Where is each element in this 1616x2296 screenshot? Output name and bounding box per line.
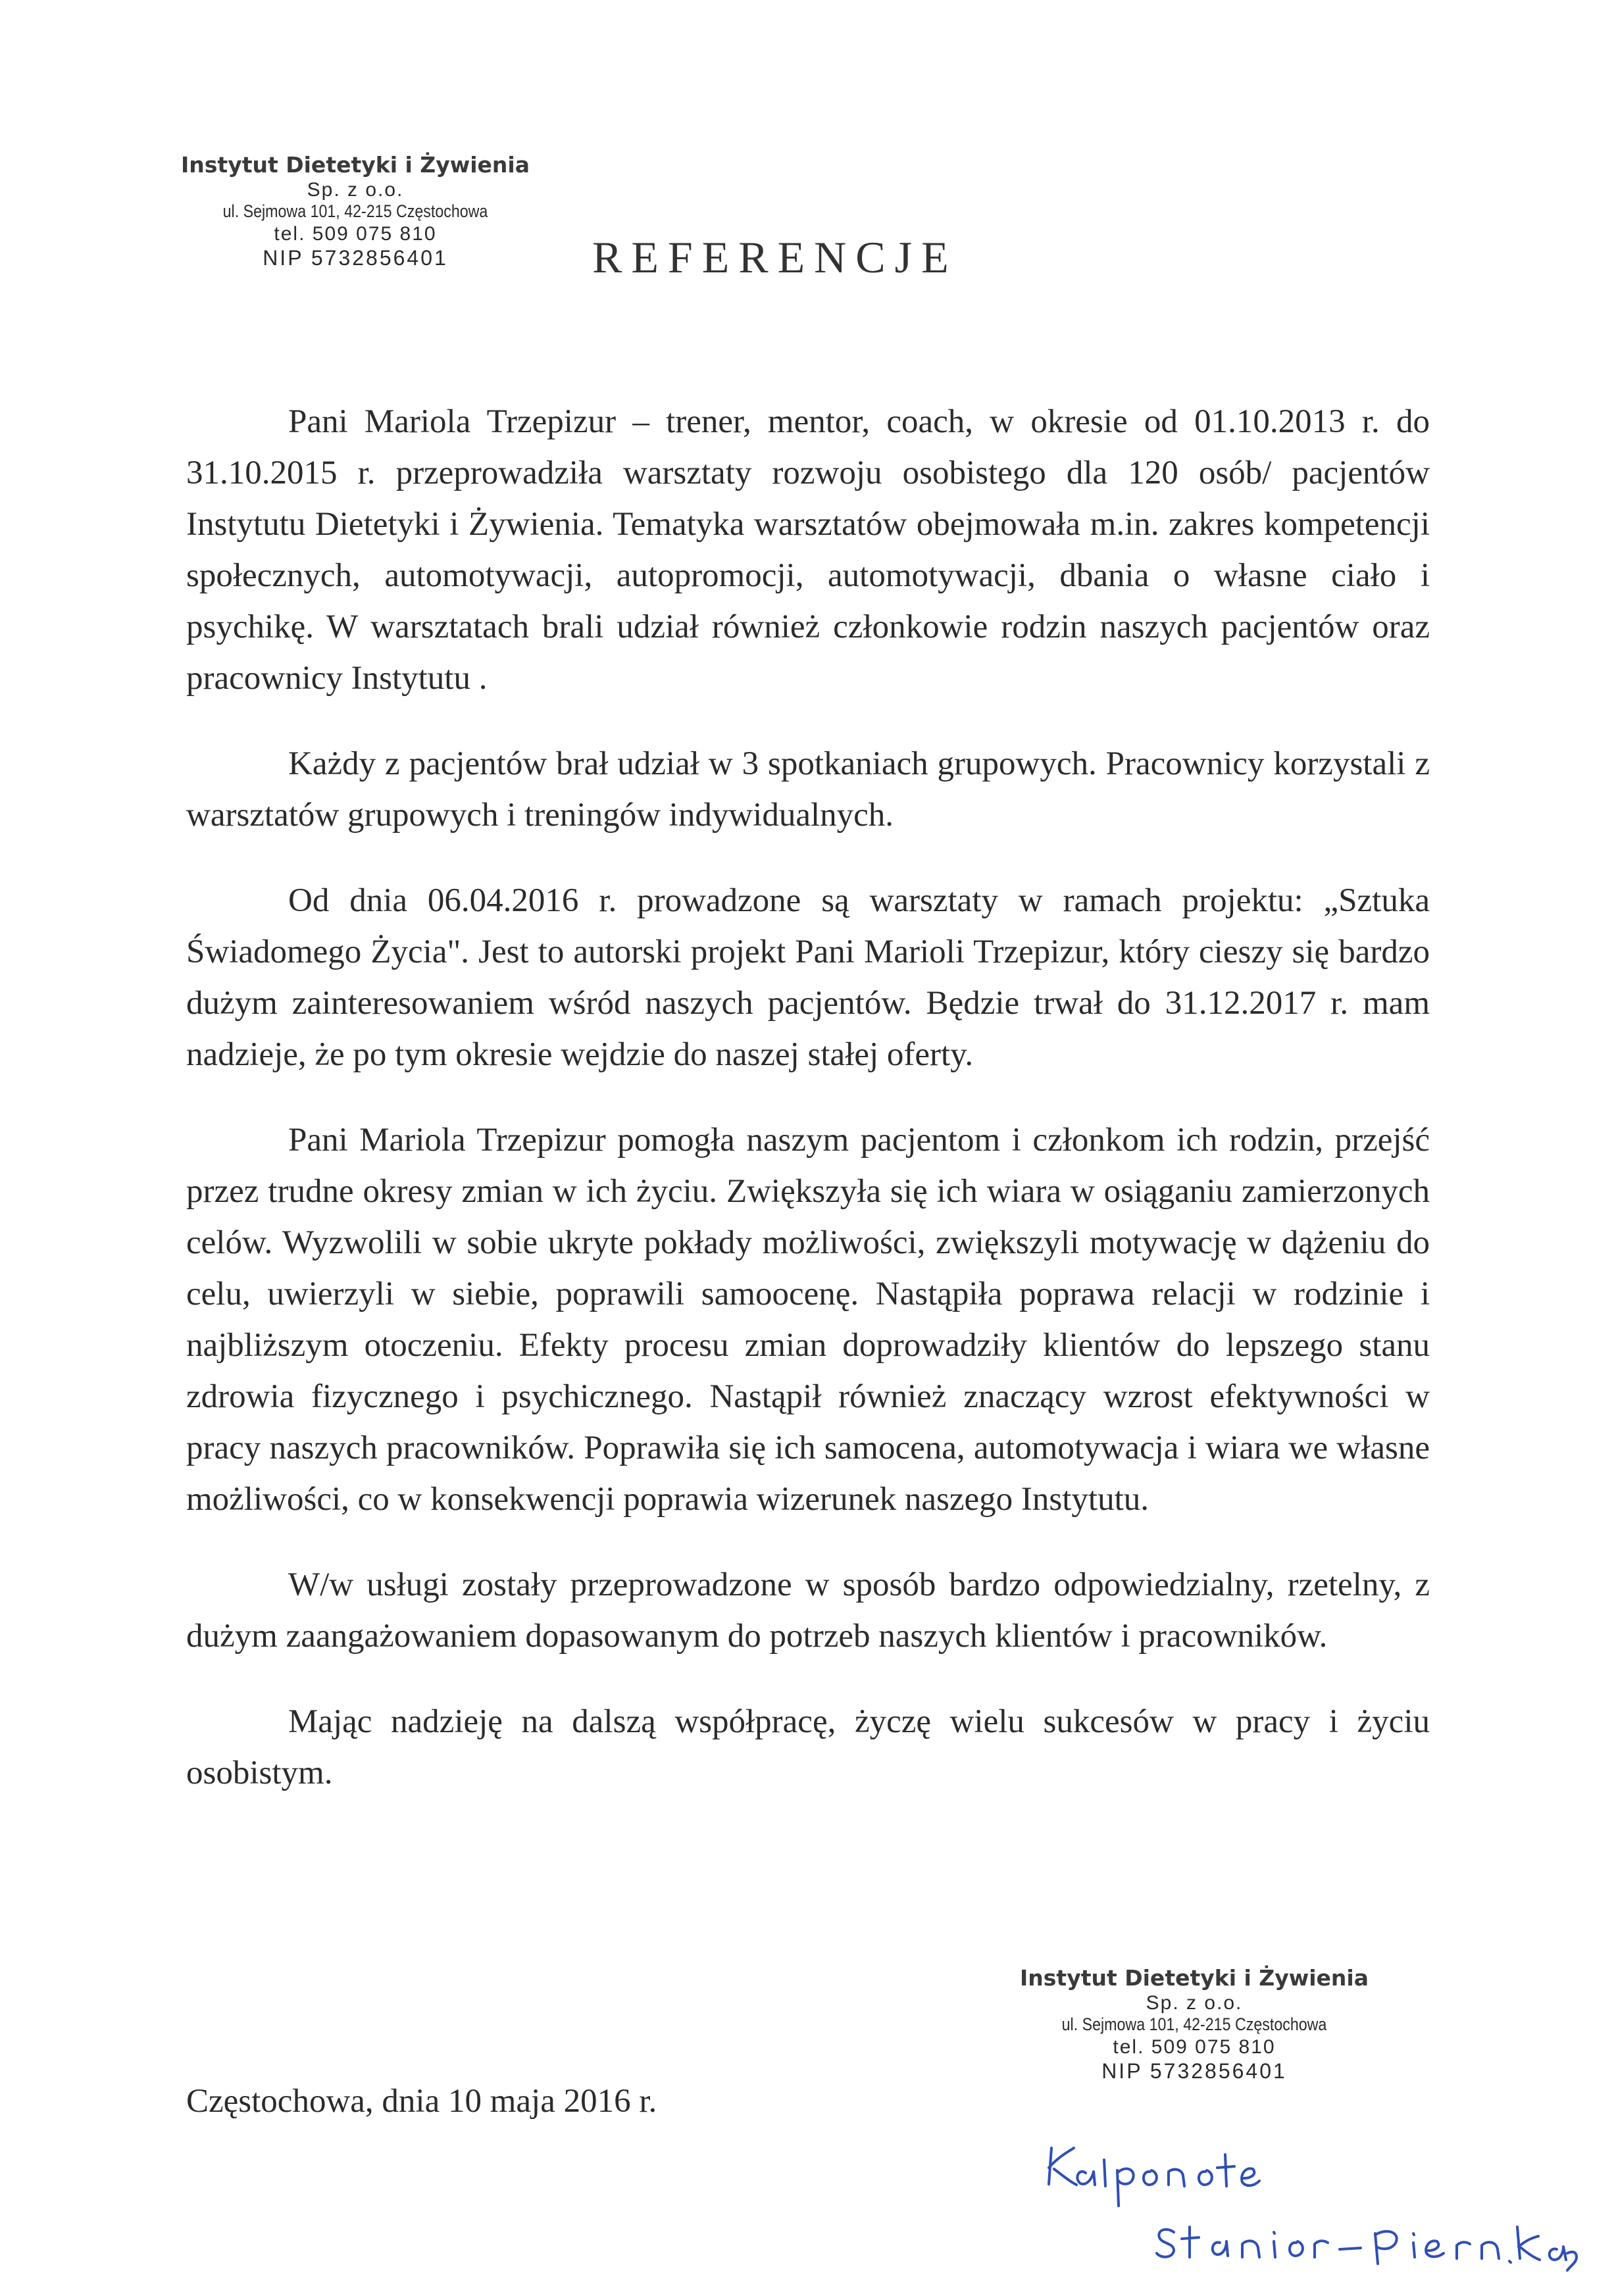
stamp-phone: tel. 509 075 810 <box>1113 2036 1276 2059</box>
signature-stroke <box>1169 2170 1184 2186</box>
stamp-address: ul. Sejmowa 101, 42-215 Częstochowa <box>222 201 488 222</box>
signature-stroke <box>1182 2227 1199 2257</box>
letter-body <box>186 396 1430 1799</box>
place-and-date: Częstochowa, dnia 10 maja 2016 r. <box>186 2083 657 2120</box>
paragraph-workshops: Pani Mariola Trzepizur – trener, mentor, coach, w okresie od 01.10.2013 r. do 31.10.2015 r. przeprowadziła warsztaty rozwoju osobistego dla 120 osób/ pacjentów Instytutu Dietetyki i Żywienia. Tematyka warsztatów obejmowała m.in. zakres kompetencji społecznych, automotywacji, autopromocji, automotywacji, dbania o własne ciało i psychikę. W warsztatach brali udział również członkowie rodzin naszych pacjentów oraz pracownicy Instytutu . <box>186 403 1430 697</box>
paragraph-closing: Mając nadzieję na dalszą współpracę, życzę wielu sukcesów w pracy i życiu osobistym. <box>186 1703 1430 1791</box>
stamp-legal-form: Sp. z o.o. <box>307 178 404 201</box>
stamp-company-name: Instytut Dietetyki i Żywienia <box>181 152 530 178</box>
paragraph-services: W/w usługi zostały przeprowadzone w sposób bardzo odpowiedzialny, rzetelny, z dużym zaangażowaniem dopasowanym do potrzeb naszych klientów i pracowników. <box>186 1566 1430 1655</box>
paragraph-project: Od dnia 06.04.2016 r. prowadzone są warsztaty w ramach projektu: „Sztuka Świadomego Życia". Jest to autorski projekt Pani Marioli Trzepizur, który cieszy się bardzo dużym zainteresowaniem wśród naszych pacjentów. Będzie trwał do 31.12.2017 r. mam nadzieje, że po tym okresie wejdzie do naszej stałej oferty. <box>186 882 1430 1073</box>
signature-stroke <box>1242 2241 1259 2257</box>
signature-stroke <box>1117 2169 1134 2206</box>
signature-stroke <box>1213 2241 1228 2256</box>
company-stamp-bottom <box>997 1966 1392 2084</box>
signature-stroke <box>1482 2242 1499 2259</box>
signature-stroke <box>1144 2170 1157 2185</box>
stamp-legal-form: Sp. z o.o. <box>1146 1991 1243 2014</box>
signature-stroke <box>1457 2242 1470 2259</box>
signature-stroke <box>1375 2232 1397 2264</box>
signature-stroke <box>1274 2232 1275 2257</box>
signature-stroke <box>1242 2168 1259 2185</box>
signature-stroke <box>1217 2155 1234 2186</box>
signature-stroke <box>1049 2148 1076 2185</box>
stamp-phone: tel. 509 075 810 <box>274 223 437 245</box>
signature-stroke <box>1340 2248 1361 2249</box>
signature-stroke <box>1426 2241 1444 2257</box>
signature-stroke <box>1413 2234 1415 2257</box>
handwritten-signature <box>1033 2122 1579 2293</box>
signature-stroke <box>1104 2160 1105 2186</box>
signature-drawing <box>1033 2122 1579 2293</box>
stamp-nip: NIP 5732856401 <box>1101 2059 1287 2083</box>
stamp-company-name: Instytut Dietetyki i Żywienia <box>1020 1965 1369 1991</box>
document-title: REFERENCJE <box>592 232 958 282</box>
stamp-nip: NIP 5732856401 <box>263 245 448 270</box>
signature-stroke <box>1550 2247 1577 2270</box>
signature-stroke <box>1199 2170 1212 2185</box>
signature-stroke <box>1077 2172 1095 2185</box>
signature-stroke <box>1509 2227 1540 2262</box>
signature-stroke <box>1157 2230 1174 2257</box>
stamp-address: ul. Sejmowa 101, 42-215 Częstochowa <box>1061 2014 1327 2035</box>
signature-stroke <box>1290 2241 1303 2256</box>
signature-stroke <box>1315 2241 1328 2257</box>
paragraph-group-meetings: Każdy z pacjentów brał udział w 3 spotkaniach grupowych. Pracownicy korzystali z warsztatów grupowych i treningów indywidualnych. <box>186 745 1430 834</box>
company-stamp-top <box>164 153 546 270</box>
paragraph-results: Pani Mariola Trzepizur pomogła naszym pacjentom i członkom ich rodzin, przejść przez trudne okresy zmian w ich życiu. Zwiększyła się ich wiara w osiąganiu zamierzonych celów. Wyzwolili w sobie ukryte pokłady możliwości, zwiększyli motywację w dążeniu do celu, uwierzyli w siebie, poprawili samoocenę. Nastąpiła poprawa relacji w rodzinie i najbliższym otoczeniu. Efekty procesu zmian doprowadziły klientów do lepszego stanu zdrowia fizycznego i psychicznego. Nastąpił również znaczący wzrost efektywności w pracy naszych pracowników. Poprawiła się ich samocena, automotywacja i wiara we własne możliwości, co w konsekwencji poprawia wizerunek naszego Instytutu. <box>186 1122 1430 1518</box>
